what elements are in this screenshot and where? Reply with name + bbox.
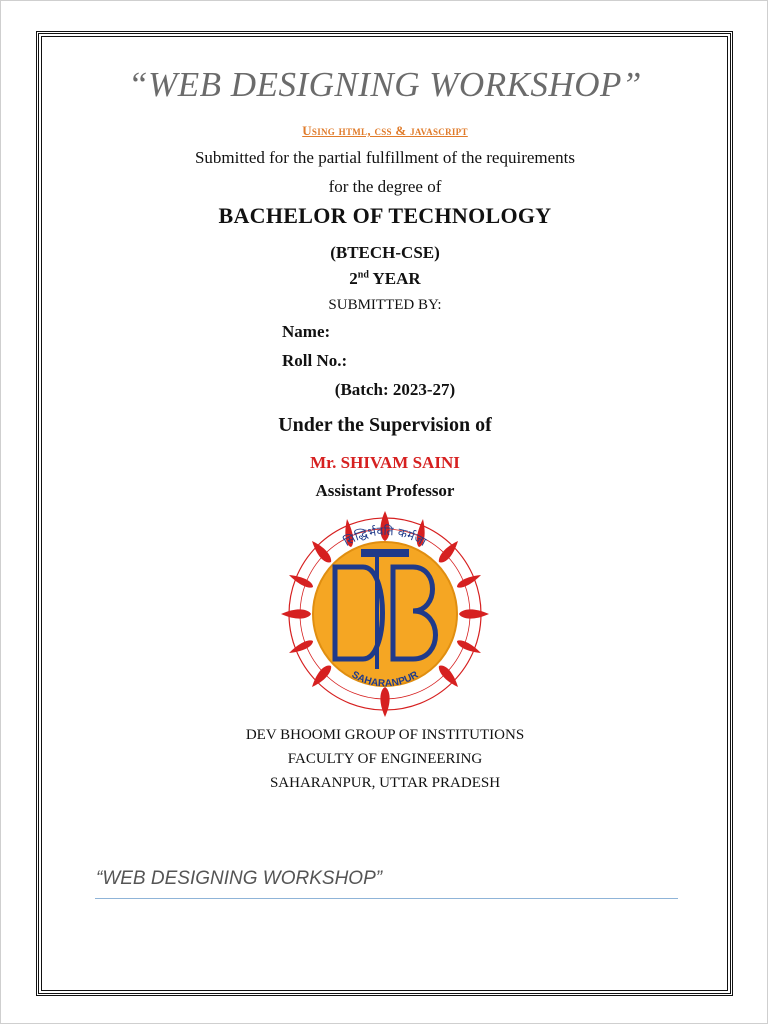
footer-divider (95, 898, 678, 899)
ray-right (459, 609, 489, 618)
ray-left-lower (289, 640, 313, 653)
ray-left (281, 609, 311, 618)
submitted-by-label: SUBMITTED BY: (328, 297, 442, 313)
name-label: Name: (282, 322, 331, 341)
ray-top-right (439, 541, 458, 562)
institution-name: DEV BHOOMI GROUP OF INSTITUTIONS (245, 727, 525, 743)
logo-top-bar (361, 549, 409, 557)
year-suffix: nd (357, 269, 369, 281)
document-title: “WEB DESIGNING WORKSHOP” (128, 65, 642, 104)
supervision-heading: Under the Supervision of (278, 414, 492, 436)
submission-statement-line1: Submitted for the partial fulfillment of the requirements (194, 148, 576, 167)
ray-top-left (312, 541, 331, 562)
ray-left-upper (289, 575, 313, 588)
document-subtitle: Using html, css & javascript (302, 123, 468, 138)
faculty-name: FACULTY OF ENGINEERING (287, 751, 483, 767)
submission-statement-line2: for the degree of (328, 177, 442, 196)
ray-bottom-right (439, 666, 458, 687)
logo-motto: सिद्धिर्भवति कर्मजा (341, 523, 429, 549)
year-number: 2 (349, 269, 358, 288)
supervisor-name: Mr. SHIVAM SAINI (310, 453, 460, 472)
ray-bottom (380, 687, 389, 717)
program-name: (BTECH-CSE) (330, 243, 440, 262)
dev-bhoomi-logo-icon (277, 509, 493, 719)
institution-location: SAHARANPUR, UTTAR PRADESH (269, 775, 501, 791)
roll-number-label: Roll No.: (282, 351, 348, 370)
ray-bottom-left (312, 666, 331, 687)
degree-name: BACHELOR OF TECHNOLOGY (218, 203, 552, 228)
study-year (1, 269, 768, 289)
institution-logo (277, 509, 493, 719)
batch-label: (Batch: 2023-27) (334, 380, 456, 399)
logo-city: SAHARANPUR (349, 669, 421, 690)
supervisor-designation: Assistant Professor (315, 481, 455, 500)
ray-right-lower (457, 640, 481, 653)
ray-right-upper (457, 575, 481, 588)
year-word: YEAR (368, 269, 421, 288)
footer-title: “WEB DESIGNING WORKSHOP” (96, 868, 383, 889)
